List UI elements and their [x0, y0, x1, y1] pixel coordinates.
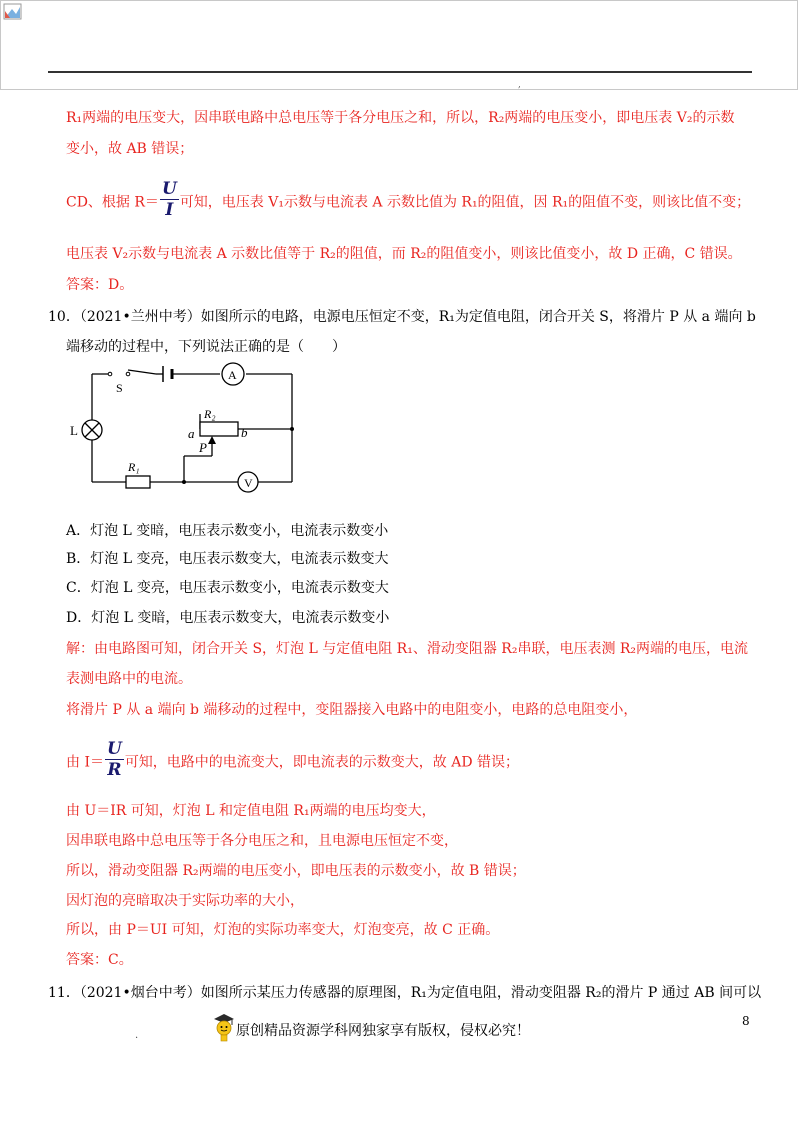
- solution-text: 因串联电路中总电压等于各分电压之和，且电源电压恒定不变，: [66, 833, 458, 849]
- label-resistor: R₁: [128, 460, 140, 474]
- solution-text: 电压表 V₂示数与电流表 A 示数比值等于 R₂的阻值，而 R₂的阻值变小，则该比值变小，故 D 正确，C 错误。: [66, 246, 742, 262]
- solution-text: 表测电路中的电流。: [66, 671, 192, 687]
- fraction-u-over-i: [160, 179, 179, 220]
- label-voltmeter: V: [244, 476, 253, 490]
- solution-formula-line: [66, 179, 751, 223]
- header-dot: ,: [518, 80, 521, 90]
- solution-text: 解：由电路图可知，闭合开关 S，灯泡 L 与定值电阻 R₁、滑动变阻器 R₂串联，电压表测 R₂两端的电压，电流: [66, 641, 749, 657]
- option-b: B．灯泡 L 变亮，电压表示数变大，电流表示数变大: [66, 551, 389, 567]
- fraction-numerator: U: [161, 179, 177, 199]
- option-c: C．灯泡 L 变亮，电压表示数变小，电流表示数变大: [66, 580, 389, 596]
- circuit-diagram: [60, 356, 310, 501]
- solution-text: 将滑片 P 从 a 端向 b 端移动的过程中，变阻器接入电路中的电阻变小，电路的总电阻变小，: [66, 702, 638, 718]
- header-rule: [48, 71, 752, 73]
- solution-text: 因灯泡的亮暗取决于实际功率的大小，: [66, 893, 304, 909]
- label-rheostat: R₂: [204, 407, 216, 421]
- solution-text: R₁两端的电压变大，因串联电路中总电压等于各分电压之和，所以，R₂两端的电压变小，即电压表 V₂的示数: [66, 110, 735, 126]
- answer-text: 答案：C。: [66, 952, 133, 968]
- page-header: [0, 0, 798, 90]
- solution-formula-line: [66, 739, 520, 783]
- label-end-b: b: [241, 425, 248, 440]
- solution-text: 由 U＝IR 可知，灯泡 L 和定值电阻 R₁两端的电压均变大，: [66, 803, 436, 819]
- solution-text: 所以，滑动变阻器 R₂两端的电压变小，即电压表的示数变小，故 B 错误；: [66, 863, 526, 879]
- scholar-mascot-icon: [212, 1012, 236, 1042]
- label-lamp: L: [70, 423, 78, 438]
- resistor-symbol: [126, 476, 150, 488]
- question-10-stem: 10．（2021•兰州中考）如图所示的电路，电源电压恒定不变，R₁为定值电阻，闭合开关 S，将滑片 P 从 a 端向 b: [48, 309, 756, 325]
- answer-text: 答案：D。: [66, 277, 134, 293]
- copyright-notice: 原创精品资源学科网独家享有版权，侵权必究！: [236, 1023, 530, 1039]
- fraction-u-over-r: [105, 739, 124, 780]
- solution-text: 所以，由 P＝UI 可知，灯泡的实际功率变大，灯泡变亮，故 C 正确。: [66, 922, 500, 938]
- fraction-numerator: U: [106, 739, 122, 759]
- footer-dot: .: [135, 1030, 139, 1041]
- page-number: 8: [742, 1014, 750, 1028]
- formula-suffix: 可知，电路中的电流变大，即电流表的示数变大，故 AD 错误；: [124, 754, 520, 771]
- solution-text: 变小，故 AB 错误；: [66, 141, 194, 157]
- label-slider: P: [199, 440, 207, 455]
- broken-image-icon: [3, 3, 23, 21]
- label-ammeter: A: [228, 368, 237, 382]
- formula-suffix: 可知，电压表 V₁示数与电流表 A 示数比值为 R₁的阻值，因 R₁的阻值不变，则该比值不变；: [179, 194, 751, 211]
- fraction-denominator: I: [160, 199, 179, 220]
- rheostat-symbol: [200, 422, 238, 436]
- option-a: A．灯泡 L 变暗，电压表示数变小，电流表示数变小: [66, 523, 389, 539]
- formula-prefix: CD、根据 R＝: [66, 194, 159, 211]
- label-switch: S: [116, 381, 123, 395]
- fraction-denominator: R: [105, 759, 124, 780]
- label-end-a: a: [188, 426, 195, 441]
- option-d: D．灯泡 L 变暗，电压表示数变大，电流表示数变小: [66, 610, 390, 626]
- formula-prefix: 由 I＝: [66, 754, 104, 771]
- question-10-stem: 端移动的过程中，下列说法正确的是（ ）: [66, 339, 346, 355]
- question-11-stem: 11．（2021•烟台中考）如图所示某压力传感器的原理图，R₁为定值电阻，滑动变阻器 R₂的滑片 P 通过 AB 间可以: [48, 985, 762, 1001]
